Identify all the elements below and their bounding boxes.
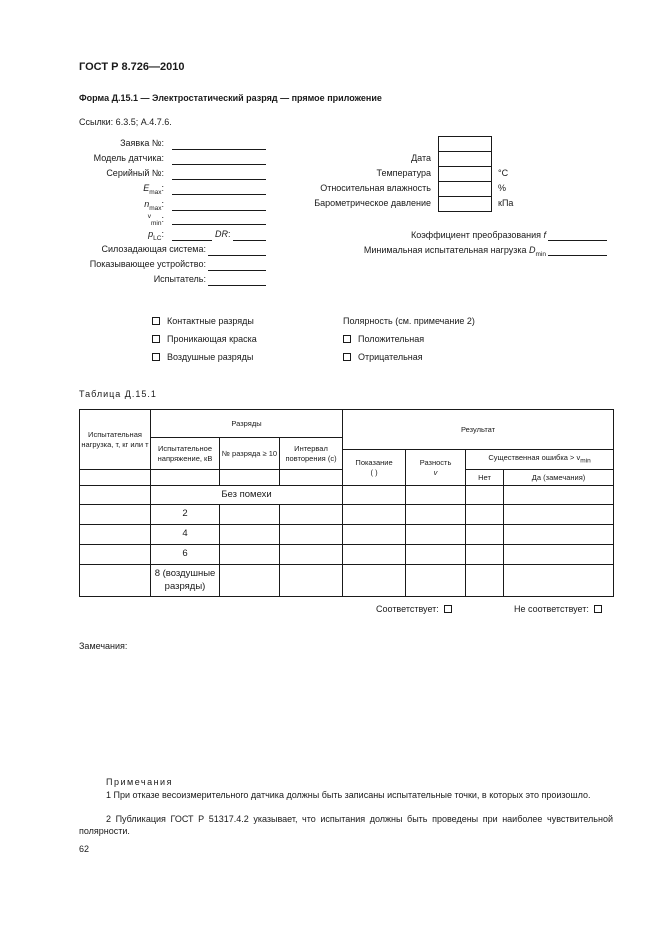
min-load-text: Минимальная испытательная нагрузка [363,245,527,255]
compliance-pass[interactable] [376,604,452,614]
row-no-interference: Без помехи [151,486,343,505]
nmax-symbol: n [144,199,150,209]
sensor-model-field[interactable] [172,164,266,165]
header-interval-continuation [280,470,343,486]
cell-no[interactable] [466,505,504,525]
vmin-colon: : [161,214,164,224]
env-box-top [438,136,492,152]
table-row [80,565,614,597]
min-load-field[interactable] [548,255,607,256]
polarity-positive-label: Положительная [358,334,425,344]
nmax-field[interactable] [172,210,266,211]
conversion-coef-label [411,230,546,240]
note-1-text: 1 При отказе весоизмерительного датчика должны быть записаны испытательные точки, в которых это произошло. [106,790,591,800]
emax-field[interactable] [172,194,266,195]
dr-symbol: DR [215,229,228,239]
header-voltage: Испытательное напряжение, кВ [151,438,220,470]
cell-load[interactable] [80,525,151,545]
header-significant-text: Существенная ошибка > v [488,453,581,463]
nmax-label [144,199,164,212]
checkbox-negative[interactable] [343,353,351,361]
humidity-box[interactable] [438,181,492,197]
form-title: Форма Д.15.1 — Электростатический разряд — прямое приложение [79,93,382,103]
checkbox-dye[interactable] [152,335,160,343]
cell-reading[interactable] [343,545,406,565]
conversion-coef-field[interactable] [548,240,607,241]
cell-yes[interactable] [504,525,614,545]
header-discharge-no: № разряда ≥ 10 [220,438,280,470]
dr-label [215,229,231,239]
request-label: Заявка №: [120,138,164,148]
tester-field[interactable] [208,285,266,286]
pressure-box[interactable] [438,196,492,212]
cell-difference[interactable] [406,486,466,505]
force-system-label: Силозадающая система: [101,244,206,254]
discharge-option-contact[interactable] [152,316,254,326]
indicator-label: Показывающее устройство: [89,259,206,269]
cell-interval[interactable] [280,505,343,525]
header-interval: Интервал повторения (с) [280,438,343,470]
force-system-field[interactable] [208,255,266,256]
header-no: Нет [466,470,504,486]
references: Ссылки: 6.3.5; А.4.7.6. [79,117,172,127]
date-box[interactable] [438,151,492,167]
temperature-box[interactable] [438,166,492,182]
cell-discharge-no[interactable] [220,505,280,525]
header-reading-text: Показание [355,457,393,467]
pressure-label: Барометрическое давление [314,198,431,208]
table-row [80,525,614,545]
header-discharge-no-continuation [220,470,280,486]
notes-title: Примечания [106,777,173,787]
checkbox-contact[interactable] [152,317,160,325]
header-difference [406,450,466,486]
header-significant-sub: min [580,457,591,465]
nmax-subscript: max [149,204,162,212]
cell-discharge-no[interactable] [220,525,280,545]
humidity-label: Относительная влажность [320,183,431,193]
table-caption: Таблица Д.15.1 [79,389,157,399]
table-row [80,505,614,525]
tester-label: Испытатель: [153,274,206,284]
polarity-title: Полярность (см. примечание 2) [343,316,475,326]
cell-voltage: 2 [151,505,220,525]
polarity-option-negative[interactable] [343,352,423,362]
checkbox-positive[interactable] [343,335,351,343]
header-yes: Да (замечания) [504,470,614,486]
discharge-air-label: Воздушные разряды [167,352,254,362]
cell-interval[interactable] [280,545,343,565]
header-discharges: Разряды [151,410,343,438]
discharge-option-dye[interactable] [152,334,257,344]
plc-subscript: LC [153,234,162,242]
header-result: Результат [343,410,614,450]
temperature-label: Температура [376,168,431,178]
emax-symbol: E [143,183,150,193]
note-2-text: 2 Публикация ГОСТ Р 51317.4.2 указывает, что испытания должны быть проведены при наиболее чувствительной полярности. [79,814,613,836]
cell-no[interactable] [466,565,504,597]
checkbox-fail[interactable] [594,605,602,613]
checkbox-air[interactable] [152,353,160,361]
checkbox-pass[interactable] [444,605,452,613]
discharge-option-air[interactable] [152,352,253,362]
dr-colon: : [228,229,231,239]
cell-yes[interactable] [504,565,614,597]
page-number: 62 [79,844,90,854]
cell-reading[interactable] [343,505,406,525]
cell-yes[interactable] [504,505,614,525]
header-difference-symbol: v [433,467,438,477]
results-table [79,409,614,597]
serial-field[interactable] [172,179,266,180]
cell-interval[interactable] [280,565,343,597]
cell-reading[interactable] [343,565,406,597]
plc-label [148,229,164,242]
header-test-load: Испытательная нагрузка, т, кг или т [80,410,151,470]
cell-load[interactable] [80,486,151,505]
min-load-label [364,245,546,258]
polarity-negative-label: Отрицательная [358,352,423,362]
cell-load[interactable] [80,565,151,597]
cell-load[interactable] [80,545,151,565]
conversion-coef-text: Коэффициент преобразования [410,230,541,240]
compliance-pass-label: Соответствует: [376,604,439,614]
plc-field[interactable] [172,240,212,241]
note-1 [79,789,613,801]
humidity-unit: % [498,183,507,193]
cell-no[interactable] [466,486,504,505]
header-reading-unit: ( ) [370,467,378,477]
cell-voltage: 4 [151,525,220,545]
indicator-field[interactable] [208,270,266,271]
cell-reading[interactable] [343,525,406,545]
table-row [80,545,614,565]
plc-colon: : [161,229,164,239]
nmax-colon: : [161,199,164,209]
pressure-unit: кПа [498,198,514,208]
compliance-fail-label: Не соответствует: [514,604,589,614]
remarks-label: Замечания: [79,641,128,651]
standard-header: ГОСТ Р 8.726—2010 [79,61,185,73]
cell-no[interactable] [466,545,504,565]
plc-symbol: p [148,229,154,239]
cell-no[interactable] [466,525,504,545]
request-field[interactable] [172,149,266,150]
cell-voltage: 6 [151,545,220,565]
cell-voltage: 8 (воздушные разряды) [151,565,220,597]
cell-discharge-no[interactable] [220,565,280,597]
serial-label: Серийный №: [106,168,164,178]
conversion-coef-symbol: f [543,230,546,240]
cell-difference[interactable] [406,505,466,525]
header-significant-error [466,450,614,470]
dr-field[interactable] [233,240,266,241]
note-2 [79,813,613,837]
vmin-label [148,213,164,227]
discharge-contact-label: Контактные разряды [167,316,254,326]
discharge-dye-label: Проникающая краска [167,334,257,344]
header-reading [343,450,406,486]
temperature-unit: °С [498,168,509,178]
cell-discharge-no[interactable] [220,545,280,565]
cell-yes[interactable] [504,486,614,505]
cell-reading[interactable] [343,486,406,505]
header-load-continuation [80,470,151,486]
vmin-field[interactable] [172,224,266,225]
emax-colon: : [161,183,164,193]
cell-interval[interactable] [280,525,343,545]
cell-load[interactable] [80,505,151,525]
emax-label [143,183,164,196]
vmin-symbol: v [147,213,151,220]
cell-difference[interactable] [406,545,466,565]
sensor-model-label: Модель датчика: [93,153,164,163]
cell-difference[interactable] [406,525,466,545]
polarity-option-positive[interactable] [343,334,424,344]
date-label: Дата [411,153,431,163]
cell-yes[interactable] [504,545,614,565]
header-voltage-continuation [151,470,220,486]
cell-difference[interactable] [406,565,466,597]
min-load-subscript: min [535,250,546,258]
compliance-fail[interactable] [514,604,602,614]
vmin-subscript: min [151,219,162,227]
header-difference-text: Разность [419,457,452,467]
min-load-symbol: D [529,245,536,255]
emax-subscript: max [149,188,162,196]
